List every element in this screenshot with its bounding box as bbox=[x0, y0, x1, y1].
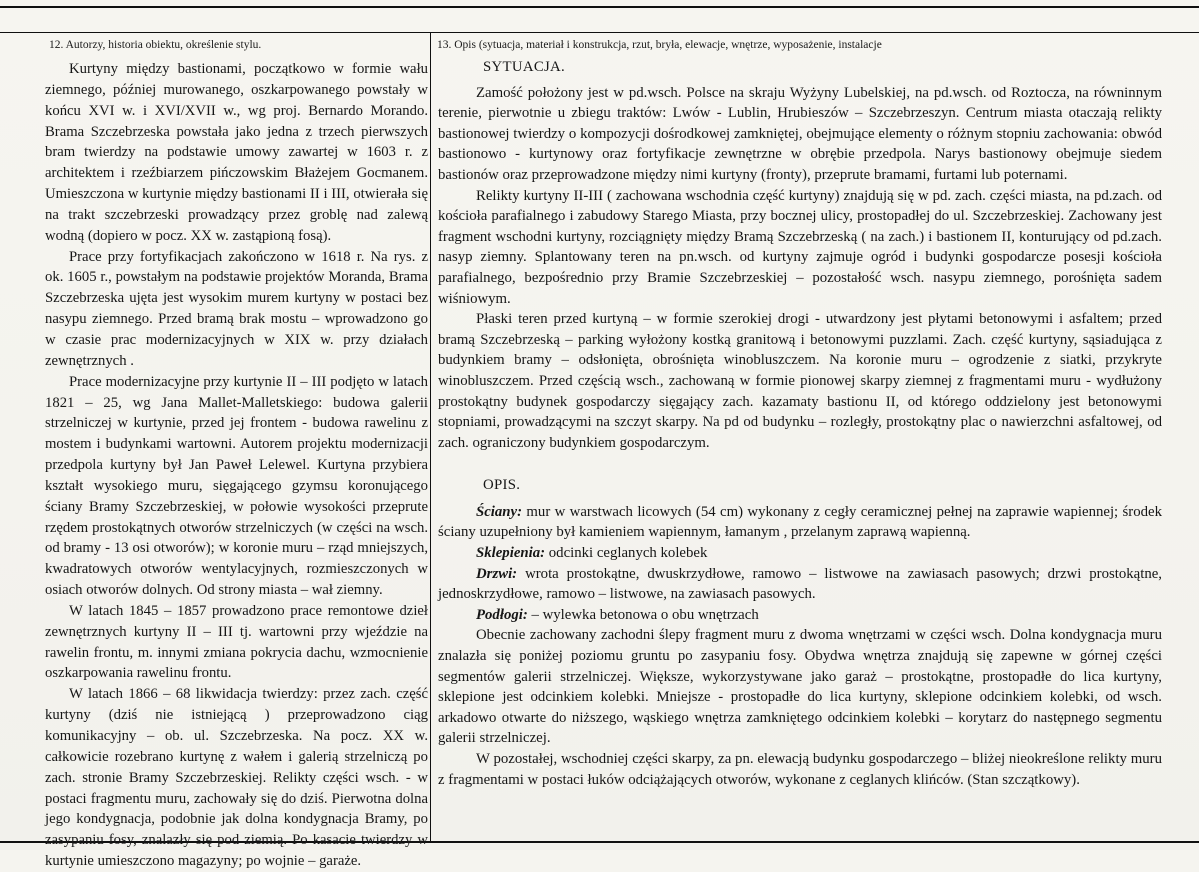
left-column bbox=[45, 59, 428, 872]
paragraph-situation-2: Relikty kurtyny II-III ( zachowana wschodnia część kurtyny) znajdują się w pd. zach. części miasta, na pd.zach. od kościoła parafialnego i zabudowy Starego Miasta, przy bocznej ulicy, prostopadłej do ul. Szczebrzeskiej. Zachowany jest fragment wschodni kurtyny, rozciągnięty między Bramą Szczebrzeską ( na zach.) i bastionem II, konturujący od pd.zach. nasyp ziemny. Splantowany teren na pn.wsch. od kurtyny zajmuje ogród i budynki gospodarcze posesji kościoła parafialnego, bezpośrednio przy Bramie Szczebrzeskiej – pozostałość wsch. nasypu ziemnego, porośnięta sadem wiśniowym. bbox=[438, 187, 1162, 307]
section-12-header: 12. Autorzy, historia obiektu, określenie stylu. bbox=[49, 39, 262, 51]
definition-floors bbox=[438, 605, 1162, 626]
column-divider-line bbox=[430, 32, 431, 841]
section-13-header: 13. Opis (sytuacja, materiał i konstrukcja, rzut, bryła, elewacje, wnętrze, wyposażenie, instalacje bbox=[437, 39, 882, 51]
paragraph-history-3: Prace modernizacyjne przy kurtynie II – III podjęto w latach 1821 – 25, wg Jana Mallet-Malletskiego: budowa galerii strzelniczej w kurtynie, przed jej frontem - budowa rawelinu z mostem i budynkami wartowni. Autorem projektu modernizacji przedpola kurtyny był Jan Paweł Lelewel. Kurtyna przybiera kształt wysokiego muru, sięgającego gzymsu koronującego ściany Bramy Szczebrzeskiej, w połowie wysokości przeprute rzędem prostokątnych otworów strzelniczych (w części na wsch. od bramy - 13 osi otworów); w koronie muru – rząd mniejszych, kwadratowych otworów wentylacyjnych, rozmieszczonych w osiach otworów dolnych. Od strony miasta – wał ziemny. bbox=[45, 373, 428, 599]
description-heading: OPIS. bbox=[483, 477, 521, 494]
definition-doors bbox=[438, 564, 1162, 605]
paragraph-history-2: Prace przy fortyfikacjach zakończono w 1618 r. Na rys. z ok. 1605 r., powstałym na podstawie projektów Moranda, Brama Szczebrzeska ujęta jest wysokim murem kurtyny w postaci bez nasypu ziemnego. Przed bramą brak mostu – wprowadzono go w czasie prac modernizacyjnych w XIX w. przy działach zewnętrznych . bbox=[45, 248, 428, 369]
paragraph-situation-1: Zamość położony jest w pd.wsch. Polsce na skraju Wyżyny Lubelskiej, na pd.wsch. od Roztocza, na równinnym terenie, pierwotnie u zbiegu traktów: Lwów - Lublin, Hrubieszów – Szczebrzeszyn. Centrum miasta otaczają relikty bastionowej twierdzy o kompozycji dośrodkowej zamkniętej, obejmujące elementy o różnym stopniu zachowania: obwód bastionowo - kurtynowy oraz fortyfikacje zewnętrzne w obrębie przedpola. Narys bastionowy obejmuje siedem bastionów oraz przeprowadzone między nimi kurtyny (fronty), przeprute bramami, furtami lub poternami. bbox=[438, 84, 1162, 183]
paragraph-situation-3: Płaski teren przed kurtyną – w formie szerokiej drogi - utwardzony jest płytami betonowymi i asfaltem; przed bramą Szczebrzeską – parking wyłożony kostką granitową i betonowymi puzzlami. Zach. część kurtyny, sąsiadująca z budynkiem bramy – odsłonięta, obrośnięta winobluszczem. Na koronie muru – ogrodzenie z siatki, przykryte winobluszczem. Przed częścią wsch., zachowaną w formie pionowej skarpy ziemnej z fragmentami muru - wydłużony prostokątny budynek gospodarczy sięgający zach. kazamaty bastionu II, od którego oddzielony jest betonowymi stopniami, prowadzącymi na szczyt skarpy. Na pd od budynku – rozległy, prostokątny plac o nawierzchni asfaltowej, od zach. ograniczony budynkiem gospodarczym. bbox=[438, 311, 1162, 451]
definition-vaults-label: Sklepienia: bbox=[476, 545, 546, 562]
paragraph-history-5: W latach 1866 – 68 likwidacja twierdzy: przez zach. część kurtyny (dziś nie istniejącą ) przeprowadzono ciąg komunikacyjny – ob. ul. Szczebrzeska. Na pocz. XX w. całkowicie rozebrano kurtynę z wałem i galerią strzelniczą po zach. stronie Bramy Szczebrzeskiej. Relikty części wsch. - w postaci fragmentu muru, zachowały się do dziś. Pierwotna dolna jego kondygnacja, podobnie jak dolna kondygnacja Bramy, po zasypaniu fosy, znalazły się pod ziemią. Po kasacie twierdzy w kurtynie umieszczono magazyny; po wojnie – garaże. bbox=[45, 686, 428, 870]
top-border-line bbox=[0, 6, 1199, 8]
definition-walls-label: Ściany: bbox=[476, 503, 523, 520]
definition-walls-text: mur w warstwach licowych (54 cm) wykonany z cegły ceramicznej pełnej na zaprawie wapiennej; środek ściany uzupełniony był kamieniem wapiennym, łamanym , przelanym zaprawą wapienną. bbox=[438, 503, 1162, 541]
definition-floors-text: – wylewka betonowa o obu wnętrzach bbox=[531, 606, 759, 623]
header-separator-line bbox=[0, 32, 1199, 33]
paragraph-description-2: W pozostałej, wschodniej części skarpy, za pn. elewacją budynku gospodarczego – bliżej nieokreślone relikty muru z fragmentami w postaci łuków odciążających otworów, wykonane z ceglanych klińców. (Stan szczątkowy). bbox=[438, 751, 1162, 788]
definition-doors-text: wrota prostokątne, dwuskrzydłowe, ramowo – listwowe na zawiasach pasowych; drzwi prostokątne, jednoskrzydłowe, ramowo – listwowe, na zawiasach pasowych. bbox=[438, 565, 1162, 603]
paragraph-description-1: Obecnie zachowany zachodni ślepy fragment muru z dwoma wnętrzami w części wsch. Dolna kondygnacja muru znalazła się poniżej poziomu gruntu po zasypaniu fosy. Obydwa wnętrza znajdują się zapewne w górnej części segmentów galerii strzelniczej. Większe, wykorzystywane jako garaż – prostokątne, prostopadłe do lica kurtyny, sklepione jest odcinkiem kolebki. Mniejsze - prostopadłe do lica kurtyny, sklepione odcinkiem kolebki, od wsch. arkadowo otwarte do niższego, wąskiego wnętrza zamkniętego odcinkiem kolebki – korytarz do następnego segmentu galerii strzelniczej. bbox=[438, 627, 1162, 747]
paragraph-history-1: Kurtyny między bastionami, początkowo w formie wału ziemnego, później murowanego, oszkarpowanego powstały w końcu XVI w. i XVI/XVII w., wg proj. Bernardo Morando. Brama Szczebrzeska powstała jako jedna z trzech pierwszych bram twierdzy na podstawie umowy zawartej w 1603 r. z architektem i rzeźbiarzem pińczowskim Błażejem Gocmanem. Umieszczona w kurtynie między bastionami II i III, otwierała się na trakt szczebrzeski prowadzący przez groblę nad zalewą wodną (dopiero w pocz. XX w. zastąpioną fosą). bbox=[45, 61, 428, 244]
definition-vaults-text: odcinki ceglanych kolebek bbox=[548, 545, 708, 562]
paragraph-history-4: W latach 1845 – 1857 prowadzono prace remontowe dzieł zewnętrznych kurtyny II – III tj. wartowni przy wjeździe na rawelin frontu, m. innymi zmiana pokrycia dachu, wzmocnienie oszkarpowania rawelinu frontu. bbox=[45, 602, 428, 682]
situation-heading: SYTUACJA. bbox=[483, 59, 566, 75]
definition-vaults bbox=[438, 543, 1162, 564]
definition-floors-label: Podłogi: bbox=[476, 606, 528, 623]
definition-doors-label: Drzwi: bbox=[476, 565, 518, 582]
definition-walls bbox=[438, 502, 1162, 543]
right-column bbox=[438, 57, 1162, 790]
